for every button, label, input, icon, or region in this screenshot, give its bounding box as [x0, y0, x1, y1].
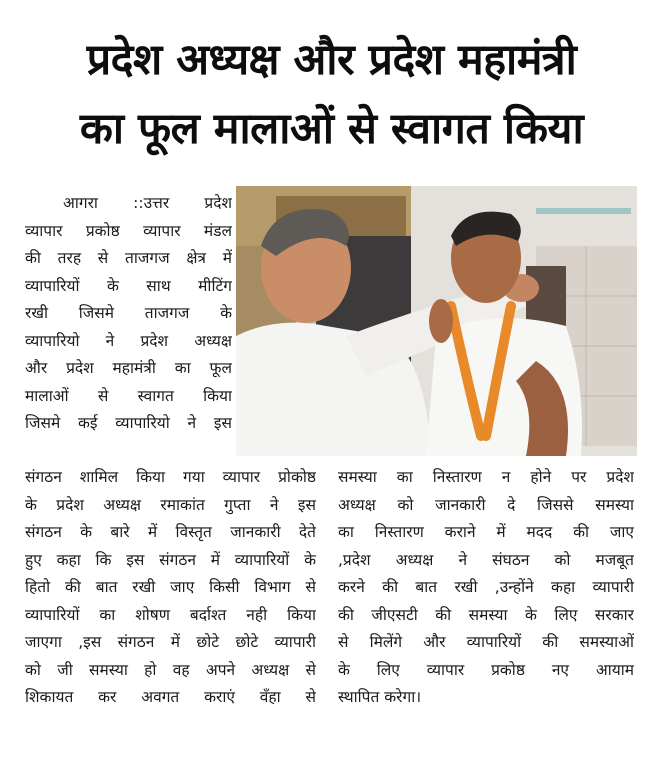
- bottom-right-line: के लिए व्यापार प्रकोष्ठ नए आयाम: [338, 660, 634, 679]
- bottom-right-line: स्थापित करेगा।: [338, 688, 422, 706]
- headline-line-2: का फूल मालाओं से स्वागत किया: [79, 104, 584, 154]
- top-column-line: रखी जिसमे ताजगज के: [25, 304, 232, 322]
- article-top-column: [25, 190, 232, 438]
- article-bottom-left-column: [25, 464, 316, 712]
- article-bottom-right-column: [338, 464, 634, 712]
- top-column-line: व्यापारियो ने प्रदेश अध्यक्ष: [25, 331, 232, 350]
- bottom-left-line: को जी समस्या हो वह अपने अध्यक्ष से: [25, 660, 316, 679]
- news-photo: [236, 186, 637, 456]
- headline-line-1: प्रदेश अध्यक्ष और प्रदेश महामंत्री: [86, 35, 577, 85]
- bottom-left-line: जाएगा ,इस संगठन में छोटे छोटे व्यापारी: [25, 633, 316, 651]
- top-column-line: व्यापार प्रकोष्ठ व्यापार मंडल: [25, 221, 232, 240]
- bottom-left-line: संगठन शामिल किया गया व्यापार प्रोकोष्ठ: [25, 468, 316, 486]
- bottom-left-line: के प्रदेश अध्यक्ष रमाकांत गुप्ता ने इस: [25, 495, 316, 514]
- top-column-line: आगरा ::उत्तर प्रदेश: [63, 194, 232, 212]
- bottom-right-line: ,प्रदेश अध्यक्ष ने संघठन को मजबूत: [338, 550, 634, 569]
- top-column-line: की तरह से ताजगज क्षेत्र में: [25, 249, 232, 267]
- bottom-left-line: संगठन के बारे में विस्तृत जानकारी देते: [25, 523, 316, 541]
- bottom-right-line: से मिलेंगे और व्यापारियों की समस्याओं: [338, 633, 634, 651]
- bottom-left-line: हुए कहा कि इस संगठन में व्यापारियों के: [25, 550, 316, 569]
- top-column-line: जिसमे कई व्यापारियो ने इस: [25, 414, 232, 432]
- top-column-line: मालाओं से स्वागत किया: [25, 386, 232, 405]
- bottom-right-line: समस्या का निस्तारण न होने पर प्रदेश: [338, 468, 634, 486]
- bottom-right-line: का निस्तारण कराने में मदद की जाए: [338, 523, 634, 541]
- news-photo-illustration: [236, 186, 637, 456]
- bottom-right-line: करने की बात रखी ,उन्होंने कहा व्यापारी: [338, 578, 634, 596]
- top-column-line: और प्रदेश महामंत्री का फूल: [25, 359, 232, 377]
- bottom-left-line: शिकायत कर अवगत कराएं वँहा से: [25, 688, 316, 706]
- top-column-line: व्यापारियों के साथ मीटिंग: [25, 276, 232, 295]
- bottom-left-line: हितो की बात रखी जाए किसी विभाग से: [25, 578, 316, 596]
- bottom-left-line: व्यापारियों का शोषण बर्दाश्त नही किया: [25, 605, 316, 624]
- bottom-right-line: की जीएसटी की समस्या के लिए सरकार: [338, 605, 634, 624]
- bottom-right-line: अध्यक्ष को जानकारी दे जिससे समस्या: [338, 495, 634, 514]
